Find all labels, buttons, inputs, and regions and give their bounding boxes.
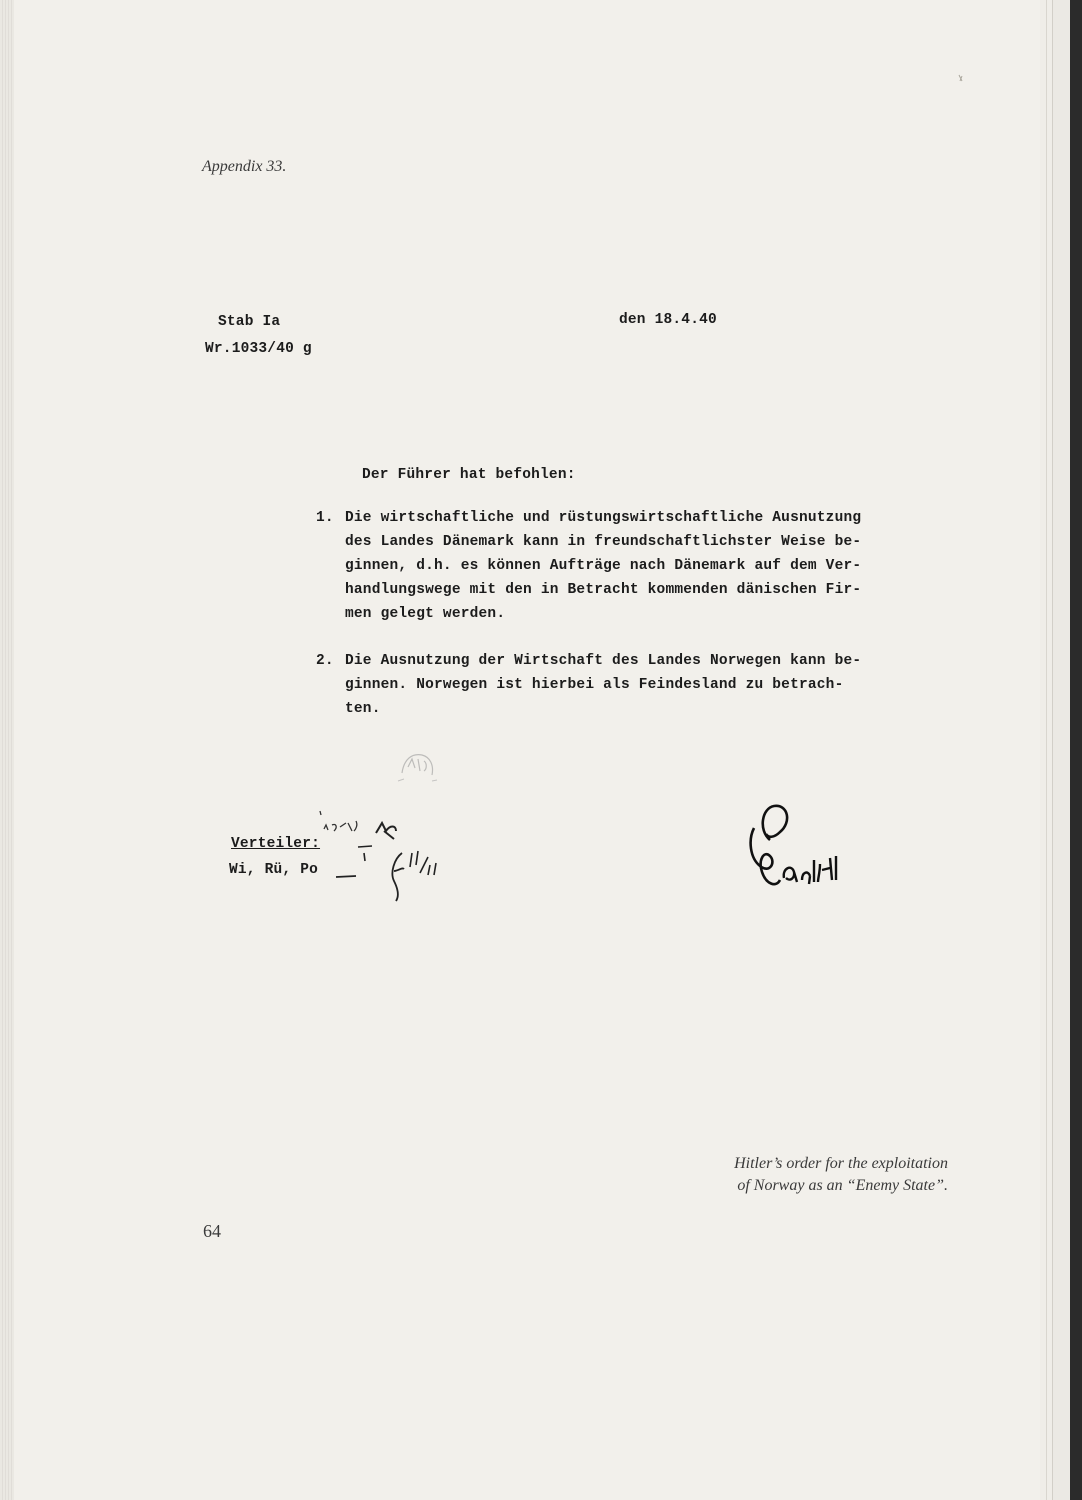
order-intro: Der Führer hat befohlen: — [362, 467, 576, 483]
letter-date: den 18.4.40 — [619, 312, 717, 328]
item-line: men gelegt werden. — [345, 606, 506, 622]
item-line: ginnen, d.h. es können Aufträge nach Dänemark auf dem Ver- — [345, 558, 862, 574]
handwritten-initials-icon — [318, 805, 468, 905]
item-line: ginnen. Norwegen ist hierbei als Feindesland zu betrach- — [345, 677, 844, 693]
reference-number: Wr.1033/40 g — [205, 341, 312, 357]
item-line: Die Ausnutzung der Wirtschaft des Landes Norwegen kann be- — [345, 653, 862, 669]
page-stack-edge — [1040, 0, 1082, 1500]
item-line: des Landes Dänemark kann in freundschaftlichster Weise be- — [345, 534, 862, 550]
caption-line: Hitler’s order for the exploitation — [734, 1155, 948, 1172]
item-line: ten. — [345, 701, 381, 717]
keitel-signature-icon — [740, 800, 860, 895]
paper-speck-icon — [956, 73, 966, 85]
page-left-edge — [0, 0, 14, 1500]
item-line: handlungswege mit den in Betracht kommenden dänischen Fir- — [345, 582, 862, 598]
caption-line: of Norway as an “Enemy State”. — [737, 1177, 948, 1194]
item-number: 1. — [316, 510, 334, 526]
faint-stamp-mark — [392, 745, 444, 785]
item-number: 2. — [316, 653, 334, 669]
reference-office: Stab Ia — [218, 314, 281, 330]
item-line: Die wirtschaftliche und rüstungswirtschaftliche Ausnutzung — [345, 510, 862, 526]
page-number: 64 — [203, 1221, 221, 1241]
appendix-heading: Appendix 33. — [202, 158, 287, 175]
distribution-list: Wi, Rü, Po — [229, 862, 319, 878]
distribution-label: Verteiler: — [231, 836, 321, 852]
figure-caption — [690, 1153, 948, 1197]
